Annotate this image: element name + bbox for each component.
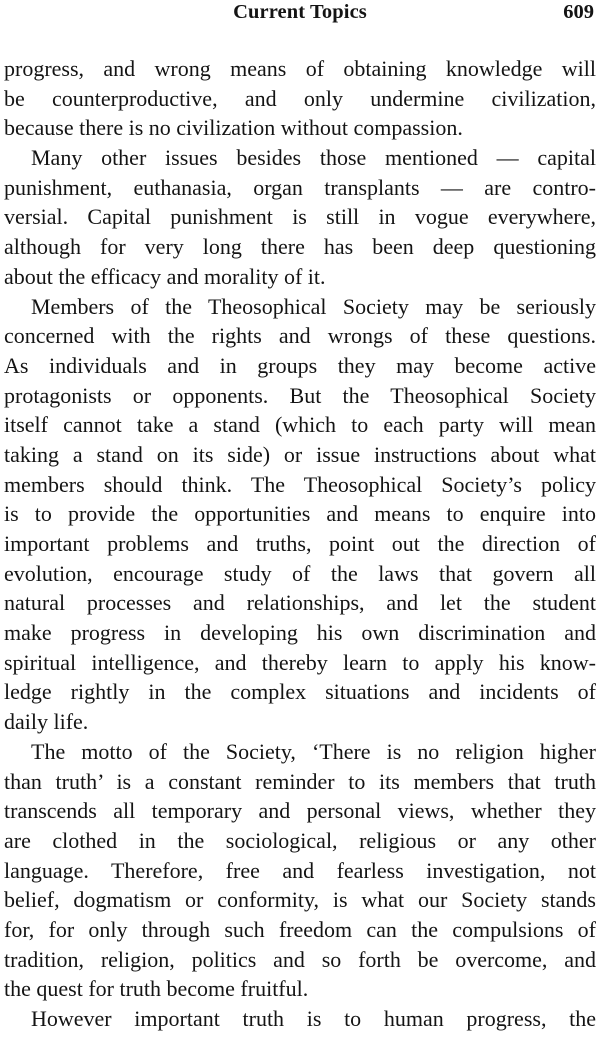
- text-line: The motto of the Society, ‘There is no religion higher: [31, 738, 596, 764]
- text-line: punishment, euthanasia, organ transplants — are contro-: [4, 174, 596, 200]
- text-line: although for very long there has been deep questioning: [4, 234, 596, 260]
- text-line: However important truth is to human progress, the: [31, 1006, 596, 1031]
- text-line: Many other issues besides those mentioned — capital: [31, 145, 596, 171]
- body-text: [4, 54, 596, 1034]
- text-line: the quest for truth become fruitful.: [4, 976, 309, 1002]
- text-line: itself cannot take a stand (which to each party will mean: [4, 412, 596, 438]
- text-line: than truth’ is a constant reminder to its members that truth: [4, 768, 596, 794]
- text-line: tradition, religion, politics and so forth be overcome, and: [4, 946, 596, 972]
- text-line: taking a stand on its side) or issue instructions about what: [4, 441, 596, 467]
- text-line: is to provide the opportunities and means to enquire into: [4, 501, 596, 527]
- text-line: transcends all temporary and personal views, whether they: [4, 798, 596, 824]
- text-line: protagonists or opponents. But the Theosophical Society: [4, 382, 596, 408]
- text-line: daily life.: [4, 709, 89, 735]
- text-line: concerned with the rights and wrongs of these questions.: [4, 323, 596, 349]
- text-line: evolution, encourage study of the laws that govern all: [4, 560, 596, 586]
- text-line: spiritual intelligence, and thereby learn to apply his know-: [4, 649, 596, 675]
- text-line: ledge rightly in the complex situations and incidents of: [4, 679, 596, 705]
- page-number: 609: [563, 1, 594, 23]
- text-line: for, for only through such freedom can the compulsions of: [4, 916, 596, 942]
- text-line: versial. Capital punishment is still in vogue everywhere,: [4, 204, 596, 230]
- text-line: important problems and truths, point out the direction of: [4, 531, 596, 556]
- text-line: Members of the Theosophical Society may be seriously: [31, 293, 596, 319]
- text-line: As individuals and in groups they may become active: [4, 352, 596, 378]
- text-line: belief, dogmatism or conformity, is what our Society stands: [4, 887, 596, 913]
- text-line: make progress in developing his own discrimination and: [4, 620, 596, 646]
- text-line: members should think. The Theosophical Society’s policy: [4, 471, 596, 497]
- text-line: are clothed in the sociological, religious or any other: [4, 827, 596, 853]
- running-header: [0, 0, 600, 28]
- text-line: progress, and wrong means of obtaining knowledge will: [4, 56, 596, 81]
- text-line: natural processes and relationships, and let the student: [4, 590, 596, 616]
- running-title: Current Topics: [233, 1, 367, 23]
- text-line: be counterproductive, and only undermine civilization,: [4, 85, 596, 111]
- text-line: language. Therefore, free and fearless investigation, not: [4, 857, 596, 883]
- text-line: about the efficacy and morality of it.: [4, 263, 326, 289]
- text-line: because there is no civilization without compassion.: [4, 115, 463, 141]
